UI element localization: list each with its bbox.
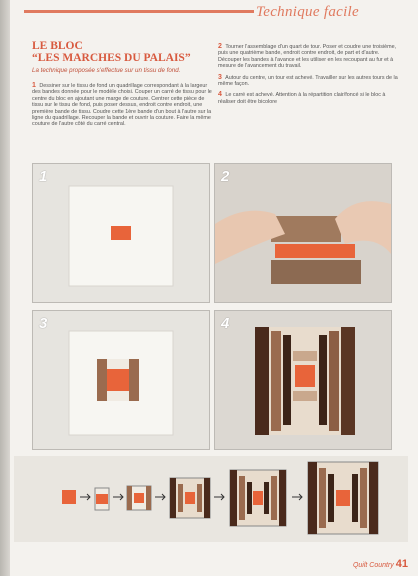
- article-title-line1: LE BLOC: [32, 40, 83, 52]
- step-text: Dessiner sur le tissu de fond un quadrillage correspondant à la largeur des bandes donnée pour le modèle choisi. Couper un carré de tissu pour le centre du bloc en ajoutant une marge de couture. Centrer cette pièce de tissu sur le tissu de fond, puis poser dessus, endroit contre endroit, une première bande de tissu. Coudre cette 1ère bande d'un bout à l'autre sur la ligne du quadrillage. Recouper la bande et ouvrir la couture. Faire la même couture de l'autre côté du carré central.: [32, 83, 212, 128]
- step-text: Le carré est achevé. Attention à la répartition clair/foncé si le bloc à réaliser doit être bicolore: [218, 92, 386, 105]
- article-lead: La technique proposée s'effectue sur un tissu de fond.: [32, 67, 181, 74]
- footer-brand: Quilt Country: [352, 562, 394, 569]
- photo-number: 4: [221, 315, 230, 332]
- header-rule: [24, 10, 254, 13]
- step-4: [218, 92, 398, 105]
- photo-number: 3: [39, 315, 48, 332]
- section-title: Technique facile: [256, 4, 359, 20]
- step-number: 1: [32, 82, 36, 89]
- steps-column-left: [32, 83, 214, 133]
- photo-1-illustration: [33, 164, 209, 302]
- progression-diagram: [14, 456, 408, 542]
- step-number: 2: [218, 43, 222, 50]
- page-footer: [353, 558, 408, 570]
- photo-2-illustration: [215, 164, 391, 302]
- photo-number: 1: [39, 168, 48, 185]
- progression-illustration: [14, 456, 408, 542]
- page-number: 41: [395, 558, 408, 570]
- step-text: Tourner l'assemblage d'un quart de tour. Poser et coudre une troisième, puis une quatrième bande, endroit contre endroit, de part et d'autre. Découper les bandes à l'avance et les utiliser en les recoupant au fur et à mesure de l'avancement du travail.: [218, 44, 397, 70]
- photo-step-3: [32, 310, 210, 450]
- article-title-line2: “LES MARCHES DU PALAIS”: [32, 52, 191, 64]
- step-number: 3: [218, 73, 222, 81]
- article-title: [32, 40, 212, 64]
- step-text: Autour du centre, un tour est achevé. Travailler sur les autres tours de la même façon.: [218, 74, 398, 88]
- photo-4-illustration: [215, 311, 391, 449]
- step-2: [218, 44, 398, 70]
- photo-number: 2: [221, 168, 230, 185]
- photo-3-illustration: [33, 311, 209, 449]
- step-number: 4: [218, 91, 222, 99]
- step-3: [218, 75, 398, 88]
- photo-step-2: [214, 163, 392, 303]
- photo-step-4: [214, 310, 392, 450]
- photo-step-1: [32, 163, 210, 303]
- steps-column-right: [218, 44, 398, 110]
- step-1: [32, 83, 214, 128]
